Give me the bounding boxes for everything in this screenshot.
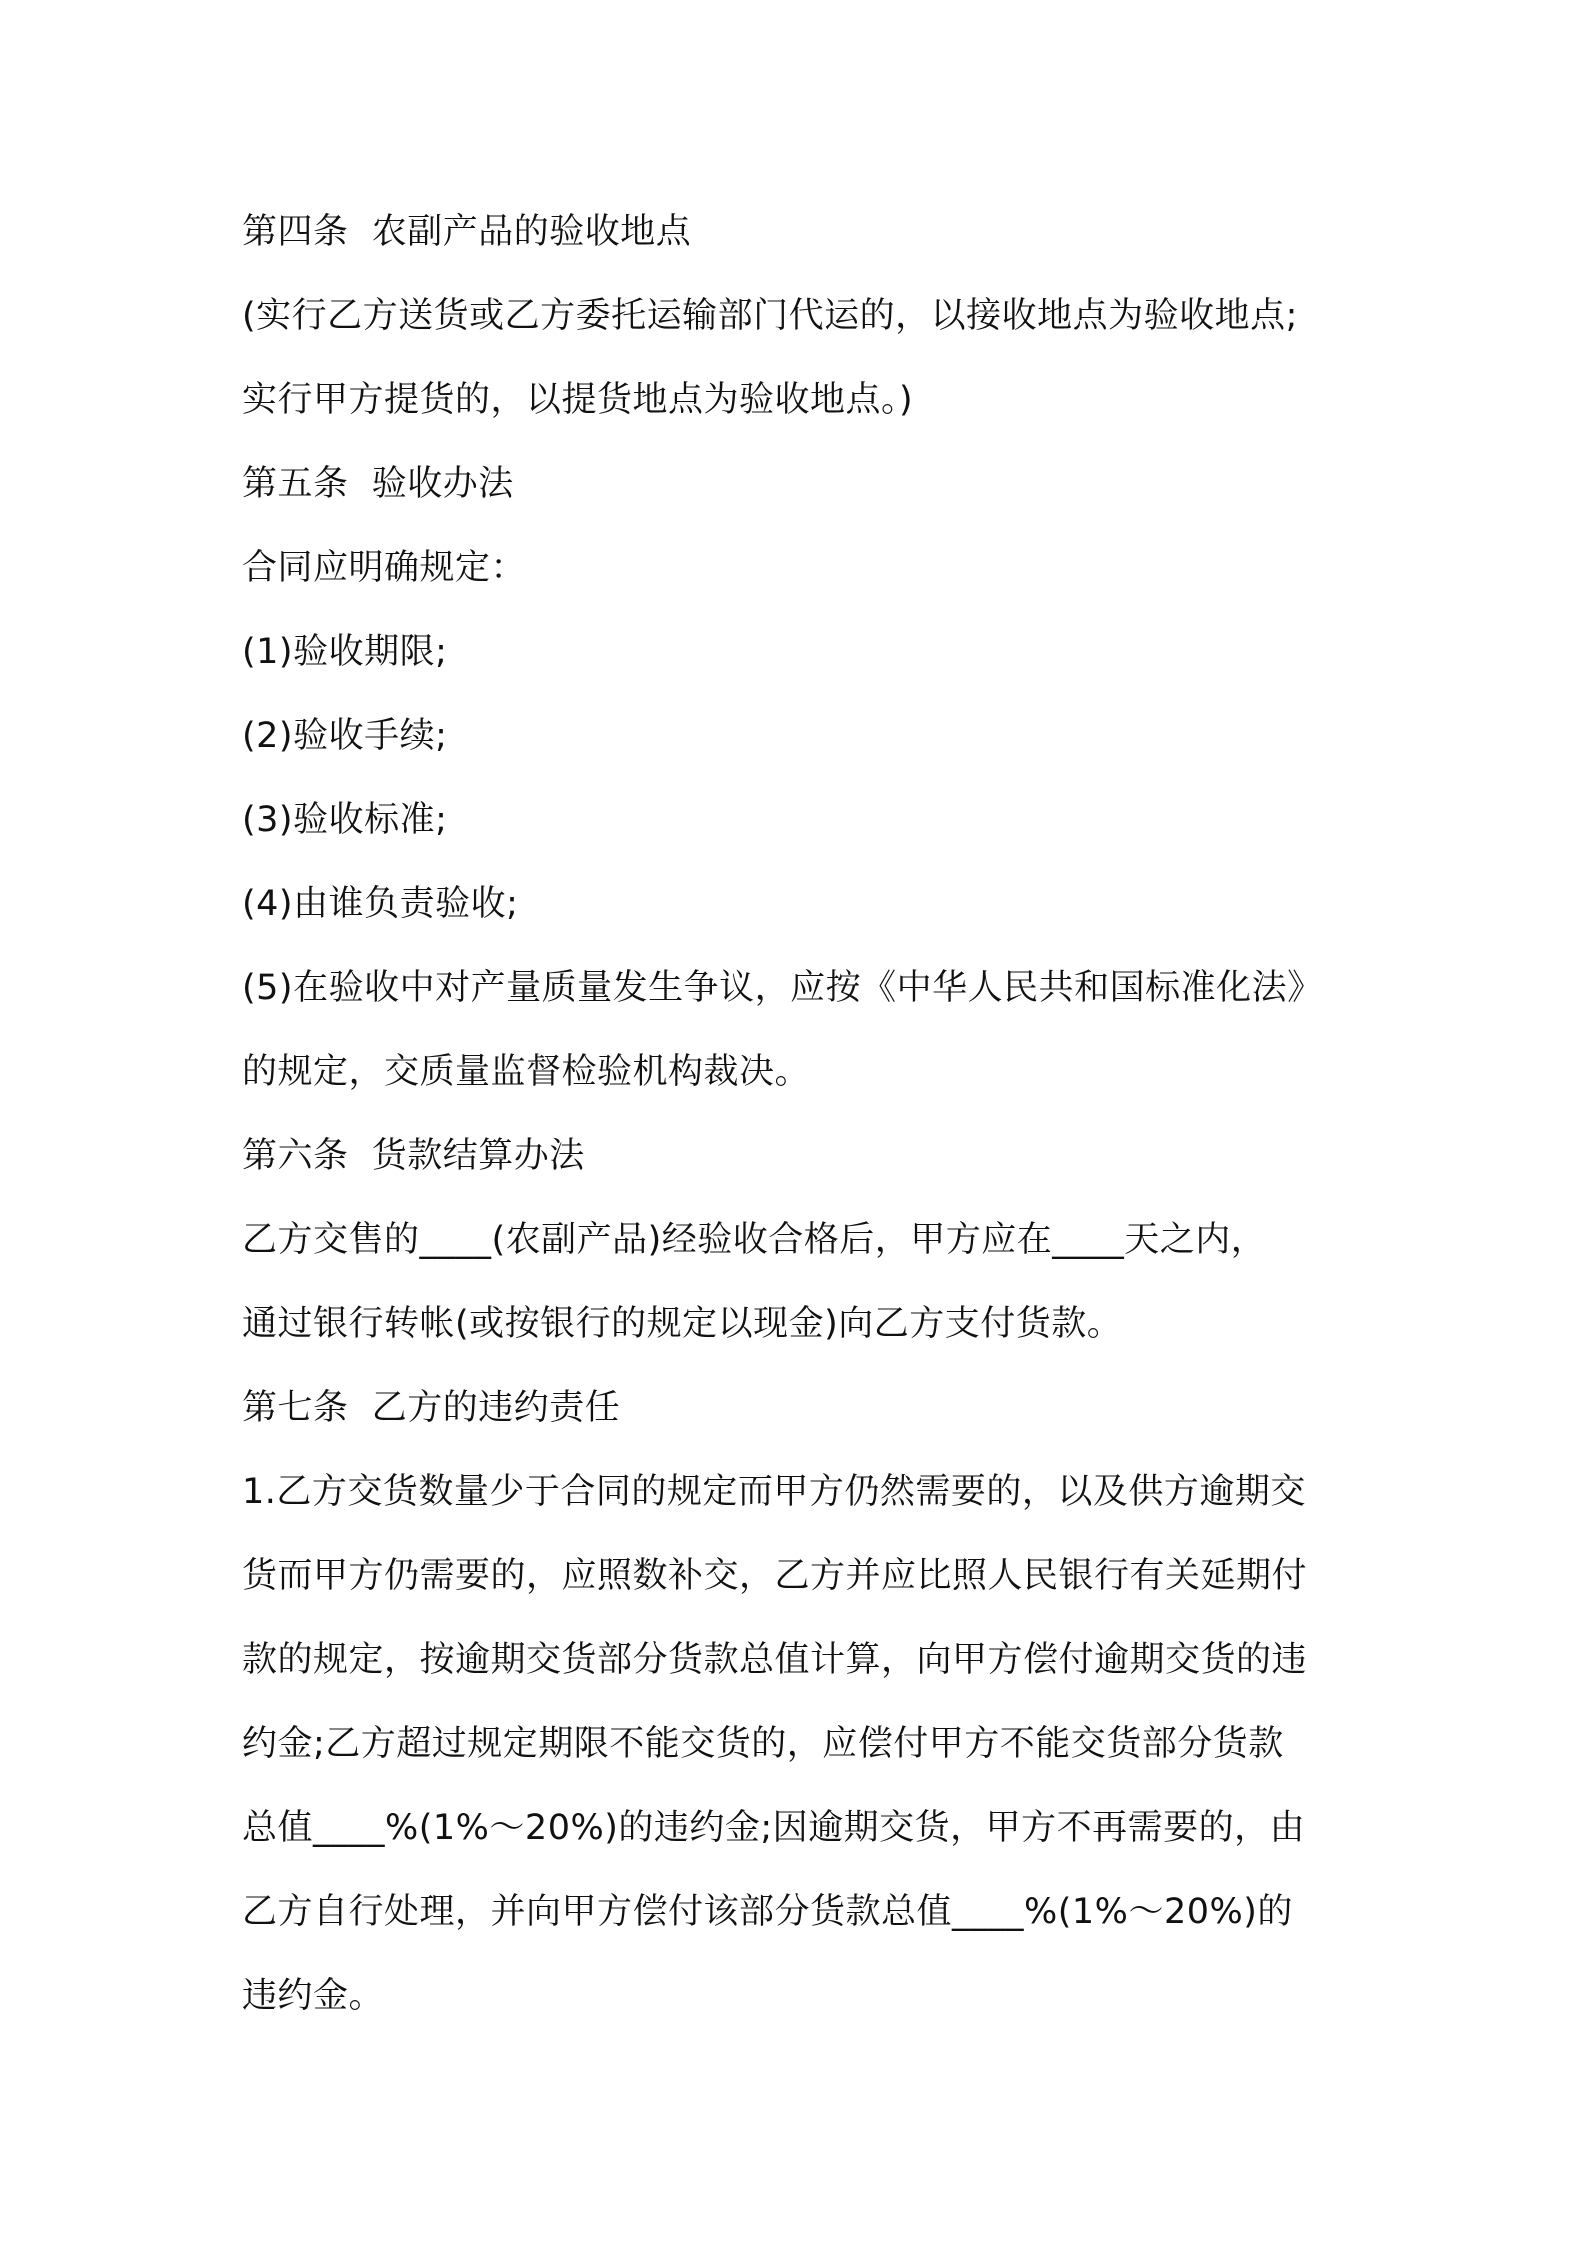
list-item: (4)由谁负责验收; [242, 884, 519, 924]
paragraph-line: 乙方交售的____(农副产品)经验收合格后，甲方应在____天之内， [242, 1220, 1267, 1260]
list-item: (2)验收手续; [242, 716, 448, 756]
article-4-heading: 第四条 农副产品的验收地点 [242, 212, 692, 252]
paragraph-line: 违约金。 [242, 1976, 385, 2016]
paragraph-line: 1.乙方交货数量少于合同的规定而甲方仍然需要的，以及供方逾期交 [242, 1472, 1306, 1512]
paragraph-line: 合同应明确规定： [242, 548, 527, 588]
paragraph-line: 总值____%(1%～20%)的违约金;因逾期交货，甲方不再需要的，由 [242, 1808, 1306, 1848]
article-7-heading: 第七条 乙方的违约责任 [242, 1388, 621, 1428]
list-item: (5)在验收中对产量质量发生争议，应按《中华人民共和国标准化法》 [242, 968, 1323, 1008]
article-6-heading: 第六条 货款结算办法 [242, 1136, 585, 1176]
paragraph-line: 实行甲方提货的，以提货地点为验收地点。) [242, 380, 914, 420]
paragraph-line: 约金;乙方超过规定期限不能交货的，应偿付甲方不能交货部分货款 [242, 1724, 1284, 1764]
article-5-heading: 第五条 验收办法 [242, 464, 514, 504]
paragraph-line: 货而甲方仍需要的，应照数补交，乙方并应比照人民银行有关延期付 [242, 1556, 1308, 1596]
paragraph-line: 通过银行转帐(或按银行的规定以现金)向乙方支付货款。 [242, 1304, 1123, 1344]
paragraph-line: (实行乙方送货或乙方委托运输部门代运的，以接收地点为验收地点; [242, 296, 1298, 336]
list-item: (3)验收标准; [242, 800, 448, 840]
list-item: (1)验收期限; [242, 632, 448, 672]
paragraph-line: 的规定，交质量监督检验机构裁决。 [242, 1052, 811, 1092]
paragraph-line: 款的规定，按逾期交货部分货款总值计算，向甲方偿付逾期交货的违 [242, 1640, 1308, 1680]
paragraph-line: 乙方自行处理，并向甲方偿付该部分货款总值____%(1%～20%)的 [242, 1892, 1293, 1932]
document-page [242, 190, 1362, 2038]
